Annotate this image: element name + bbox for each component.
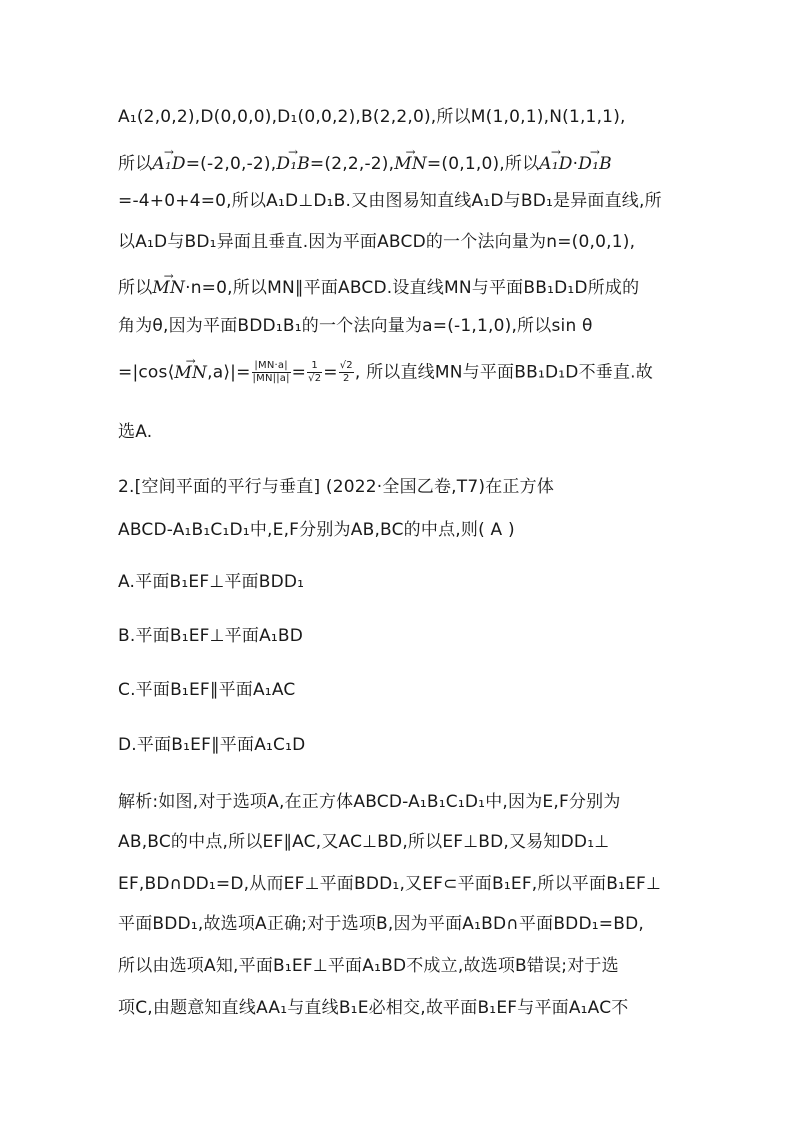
solution-line-1: 解析:如图,对于选项A,在正方体ABCD-A₁B₁C₁D₁中,因为E,F分别为 [118,792,621,812]
fraction-2: $\frac{1}{√2}$ [308,360,322,384]
text-segment: =(0,1,0),所以 [426,154,540,174]
option-c: C.平面B₁EF∥平面A₁AC [118,680,296,700]
text-line-8: 选A. [118,422,153,442]
vector-d1b: → D₁B [276,152,310,176]
text-segment: =|cos⟨ [118,362,175,383]
question-2-line-2: ABCD-A₁B₁C₁D₁中,E,F分别为AB,BC的中点,则( A ) [118,520,515,540]
text-line-7 [118,360,653,385]
vector-mn: → MN [394,152,427,176]
solution-line-3: EF,BD∩DD₁=D,从而EF⊥平面BDD₁,又EF⊂平面B₁EF,所以平面B₁EF⊥ [118,874,662,894]
option-d: D.平面B₁EF∥平面A₁C₁D [118,735,306,755]
equals-sign: = [323,362,338,383]
equals-sign: = [291,362,307,383]
text-line-5 [118,276,639,300]
text-line-3: =-4+0+4=0,所以A₁D⊥D₁B.又由图易知直线A₁D与BD₁是异面直线,所 [118,191,662,211]
fraction-1: $\frac{|MN\cdot a|}{|MN||a|}$ [252,360,290,384]
text-segment: ,a⟩|= [207,362,251,383]
text-line-6: 角为θ,因为平面BDD₁B₁的一个法向量为a=(-1,1,0),所以sin θ [118,316,593,336]
option-b: B.平面B₁EF⊥平面A₁BD [118,626,304,646]
text-line-1: A₁(2,0,2),D(0,0,0),D₁(0,0,2),B(2,2,0),所以M(1,0,1),N(1,1,1), [118,107,626,127]
vector-a1d: → A₁D [539,152,572,176]
text-line-2 [118,152,612,176]
solution-line-4: 平面BDD₁,故选项A正确;对于选项B,因为平面A₁BD∩平面BDD₁=BD, [118,914,644,934]
solution-line-2: AB,BC的中点,所以EF∥AC,又AC⊥BD,所以EF⊥BD,又易知DD₁⊥ [118,832,610,852]
text-segment: , 所以直线MN与平面BB₁D₁D不垂直.故 [354,362,653,383]
text-segment: 所以 [118,154,153,174]
text-segment: =(2,2,-2), [309,154,395,174]
text-segment: =(-2,0,-2), [185,154,277,174]
fraction-3: $\frac{√2}{2}$ [339,360,353,384]
text-line-4: 以A₁D与BD₁异面且垂直.因为平面ABCD的一个法向量为n=(0,0,1), [118,232,636,252]
vector-d1b: → D₁B [578,152,612,176]
text-segment: ·n=0,所以MN∥平面ABCD.设直线MN与平面BB₁D₁D所成的 [185,278,640,298]
solution-line-6: 项C,由题意知直线AA₁与直线B₁E必相交,故平面B₁EF与平面A₁AC不 [118,998,629,1018]
option-a: A.平面B₁EF⊥平面BDD₁ [118,572,305,592]
vector-mn: → MN [152,276,185,300]
text-segment: 所以 [118,278,153,298]
question-2-line-1: 2.[空间平面的平行与垂直] (2022·全国乙卷,T7)在正方体 [118,477,555,497]
vector-a1d: → A₁D [152,152,185,176]
dot-operator: · [572,154,579,174]
vector-mn: → MN [174,361,207,385]
solution-line-5: 所以由选项A知,平面B₁EF⊥平面A₁BD不成立,故选项B错误;对于选 [118,956,619,976]
